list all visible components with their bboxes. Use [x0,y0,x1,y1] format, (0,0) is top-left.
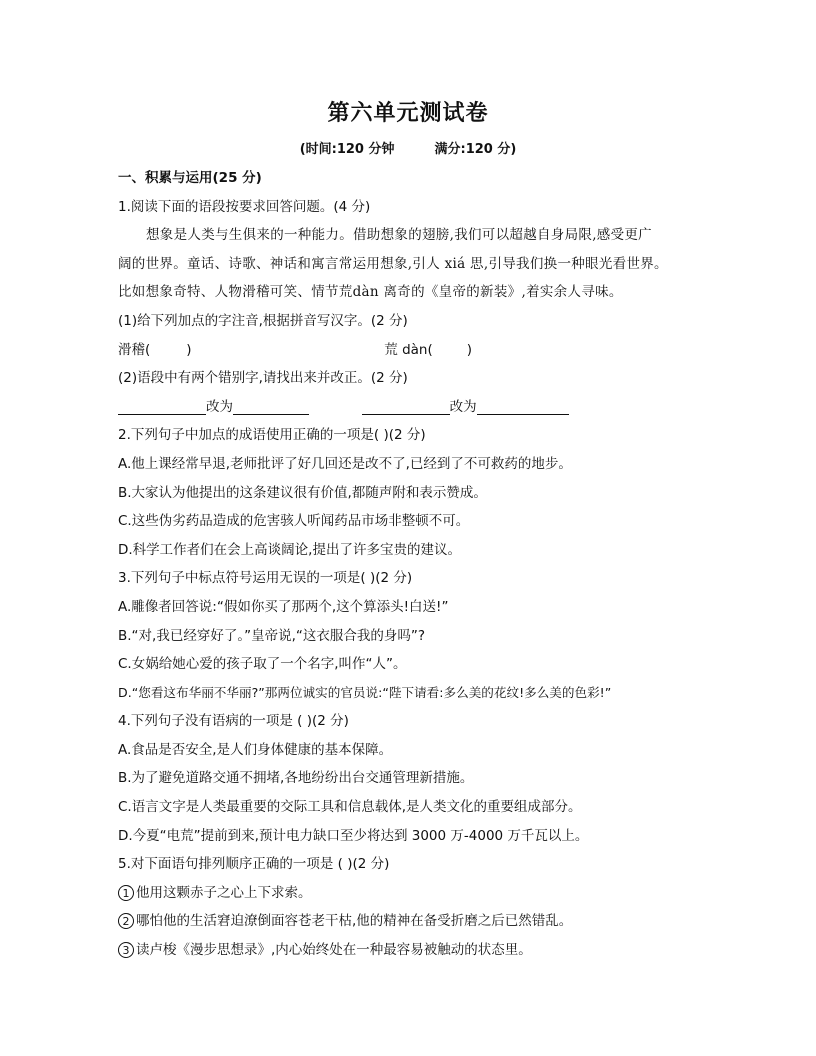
q2-option-d: D.科学工作者们在会上高谈阔论,提出了许多宝贵的建议。 [118,541,461,558]
passage-line-2: 阔的世界。童话、诗歌、神话和寓言常运用想象,引人 xiá 思,引导我们换一种眼光看世界。 [118,255,668,272]
q4-option-c: C.语言文字是人类最重要的交际工具和信息载体,是人类文化的重要组成部分。 [118,799,582,816]
q3-option-d: D.“您看这布华丽不华丽?”那两位诚实的官员说:“陛下请看:多么美的花纹!多么美的色彩!” [118,684,612,700]
q3-option-a: A.雕像者回答说:“假如你买了那两个,这个算添头!白送!” [118,598,449,615]
circled-number: 1 [118,885,134,901]
q2-option-b: B.大家认为他提出的这条建议很有价值,都随声附和表示赞成。 [118,484,487,501]
q2-option-c: C.这些伪劣药品造成的危害骇人听闻药品市场非整顿不可。 [118,513,470,530]
q4-option-b: B.为了避免道路交通不拥堵,各地纷纷出台交通管理新措施。 [118,770,474,787]
word-1: 滑稽( [118,341,151,358]
wrong-char-blank-1[interactable] [118,398,206,415]
q5-item-2: 2 哪怕他的生活窘迫潦倒面容苍老干枯,他的精神在备受折磨之后已然错乱。 [118,907,718,936]
question-1-sub2: (2)语段中有两个错别字,请找出来并改正。(2 分) [118,370,408,387]
question-1-sub1: (1)给下列加点的字注音,根据拼音写汉字。(2 分) [118,312,408,329]
exam-content [118,164,718,965]
q4-option-a: A.食品是否安全,是人们身体健康的基本保障。 [118,741,393,758]
page-title: 第六单元测试卷 [327,101,489,126]
circled-number: 3 [118,942,134,958]
q5-item-1: 1 他用这颗赤子之心上下求索。 [118,879,718,908]
word-2: 荒 dàn( [384,341,433,358]
full-score: 满分:120 分) [434,142,517,157]
time-limit: (时间:120 分钟 [299,142,395,157]
wrong-char-blank-2[interactable] [362,398,450,415]
question-5-stem: 5.对下面语句排列顺序正确的一项是 ( )(2 分) [118,856,390,873]
question-3-stem: 3.下列句子中标点符号运用无误的一项是( )(2 分) [118,570,413,587]
q2-option-a: A.他上课经常早退,老师批评了好几回还是改不了,已经到了不可救药的地步。 [118,455,572,472]
circled-number: 2 [118,913,134,929]
passage-line-1: 想象是人类与生俱来的一种能力。借助想象的翅膀,我们可以超越自身局限,感受更广 [146,227,652,244]
pinyin-row: 滑稽( ) 荒 dàn( ) [118,336,718,365]
passage-line-3: 比如想象奇特、人物滑稽可笑、情节荒dàn 离奇的《皇帝的新装》,着实余人寻味。 [118,284,623,301]
correct-char-blank-2[interactable] [477,398,569,415]
section-heading: 一、积累与运用(25 分) [118,170,262,186]
question-2-stem: 2.下列句子中加点的成语使用正确的一项是( )(2 分) [118,427,426,444]
exam-info [0,138,816,157]
correction-row: 改为 改为 [118,393,718,422]
question-4-stem: 4.下列句子没有语病的一项是 ( )(2 分) [118,713,349,730]
correct-char-blank-1[interactable] [233,398,309,415]
q3-option-c: C.女娲给她心爱的孩子取了一个名字,叫作“人”。 [118,656,407,673]
q3-option-b: B.“对,我已经穿好了。”皇帝说,“这衣服合我的身吗”? [118,627,426,644]
question-1-stem: 1.阅读下面的语段按要求回答问题。(4 分) [118,198,371,215]
q5-item-3: 3 读卢梭《漫步思想录》,内心始终处在一种最容易被触动的状态里。 [118,936,718,965]
q4-option-d: D.今夏“电荒”提前到来,预计电力缺口至少将达到 3000 万-4000 万千瓦以上。 [118,827,589,844]
